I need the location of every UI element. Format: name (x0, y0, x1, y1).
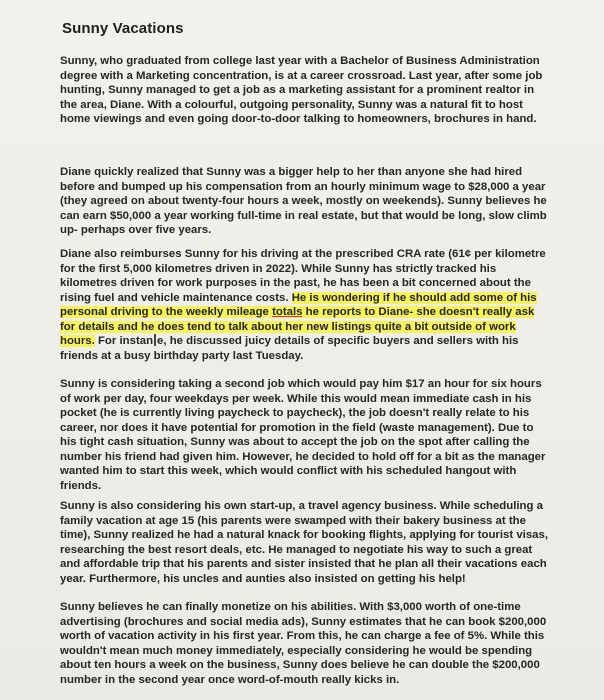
paragraph-1: Sunny, who graduated from college last year with a Bachelor of Business Administration degree with a Marketing concentration, is at a career crossroad. Last year, after some job hunting, Sunny managed to get a job as a marketing assistant for a prominent realtor in the area, Diane. With a colourful, outgoing personality, Sunny was a natural fit to host home viewings and even going door-to-door talking to homeowners, brochures in hand. (60, 55, 543, 125)
highlighted-text-2: he reports to Diane- she doesn't really ask for details and he does tend to talk about her new listings quite a bit outside of work hours. (60, 306, 535, 347)
paragraph-2: Diane quickly realized that Sunny was a bigger help to her than anyone she had hired before and bumped up his compensation from an hourly minimum wage to $28,000 a year (they agreed on about twenty-four hours a week, mostly on weekends). Sunny believes he can earn $50,000 a year working full-time in real estate, but that would be long, slow climb up- perhaps over five years. (60, 166, 547, 236)
paragraph-6: Sunny believes he can finally monetize on his abilities. With $3,000 worth of one-time advertising (brochures and social media ads), Sunny estimates that he can book $200,000 worth of vacation activity in his first year. From this, he can charge a fee of 5%. While this wouldn't mean much money immediately, especially considering he would be spending about ten hours a week on the business, Sunny does believe he can double the $200,000 number in the second year once word-of-mouth really kicks in. (60, 601, 547, 686)
paragraph-3-text-b1: For instan (94, 335, 154, 347)
paragraph-3 (60, 247, 550, 363)
text-cursor-icon (154, 334, 156, 346)
paragraph-3-text-a: Diane also reimburses Sunny for his driving at the prescribed CRA rate (61¢ per kilometre for the first 5,000 kilometres driven in 2022). While Sunny has strictly tracked his kilometres driven for work purposes in the past, he has been a bit concerned about the rising fuel and vehicle maintenance costs. (60, 248, 546, 304)
paragraph-5: Sunny is also considering his own start-up, a travel agency business. While scheduling a family vacation at age 15 (his parents were swamped with their bakery business at the time), Sunny realized he had a natural knack for booking flights, applying for tourist visas, researching the best resort deals, etc. He managed to negotiate his way to such a great and affordable trip that his parents and sister insisted that he plan all their vacations each year. Furthermore, his uncles and aunties also insisted on getting his help! (60, 500, 548, 585)
document-title: Sunny Vacations (62, 20, 184, 37)
highlighted-text-1: He is wondering if he should add some of his personal driving to the weekly mileage (60, 291, 537, 318)
paragraph-4: Sunny is considering taking a second job which would pay him $17 an hour for six hours of work per day, four weekdays per week. While this would mean immediate cash in his pocket (he is currently living paycheck to paycheck), the job doesn't really relate to his career, nor does it have potential for promotion in the field (waste management). Due to his tight cash situation, Sunny was about to accept the job on the spot after calling the number his friend had given him. However, he decided to hold off for a bit as the manager wanted him to start this week, which would conflict with his scheduled hangout with friends. (60, 378, 546, 492)
paragraph-3-text-b2: e, he discussed juicy details of specific buyers and sellers with his friends at a busy birthday party last Tuesday. (60, 335, 519, 362)
highlighted-underlined-word: totals (272, 306, 303, 318)
